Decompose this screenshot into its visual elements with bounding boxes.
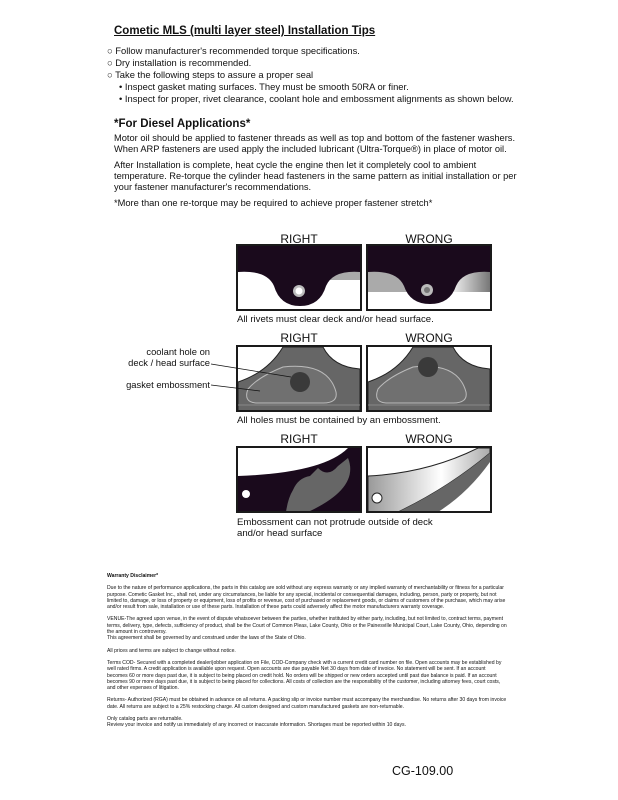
caption-embossment-line2: and/or head surface — [237, 528, 323, 539]
diesel-paragraph-3: *More than one re-torque may be required to achieve proper fastener stretch* — [114, 198, 433, 208]
rivet-right-diagram — [236, 244, 362, 311]
wrong-label: WRONG — [405, 331, 453, 345]
subtip-item: • Inspect gasket mating surfaces. They must be smooth 50RA or finer. — [119, 81, 409, 92]
caption-holes: All holes must be contained by an embossment. — [237, 415, 441, 426]
page-title: Cometic MLS (multi layer steel) Installation Tips — [114, 25, 376, 37]
warranty-section — [107, 573, 507, 735]
page-code: CG-109.00 — [392, 764, 454, 778]
tip-item: ○ Follow manufacturer's recommended torque specifications. — [107, 45, 360, 56]
tip-item: ○ Take the following steps to assure a proper seal — [107, 69, 314, 80]
subtip-text: Inspect gasket mating surfaces. They must be smooth 50RA or finer. — [124, 81, 409, 92]
diesel-body — [114, 133, 524, 214]
callout-coolant-line2: deck / head surface — [128, 357, 210, 368]
wrong-label: WRONG — [405, 432, 453, 446]
subtip-text: Inspect for proper, rivet clearance, coolant hole and embossment alignments as shown below. — [124, 93, 514, 104]
terms-paragraph: Terms COD- Secured with a completed dealer/jobber application on File, COD-Company check with a current credit card number on file. Open accounts may be established by well rated firms. A credit application is available upon request. Open accounts are due payable Net 30 days from date of invoice. No statement will be sent. If an account becomes 60 or more days past due, it is subject to being placed on credit hold. No orders will be shipped or new orders accepted until past due balance is paid. If an account becomes 90 or more days past due, it is subject to being placed for collections. All costs of collection are the responsibility of the customer, including attorney fees, court costs, and other expenses of litigation. — [107, 659, 502, 692]
right-label: RIGHT — [280, 232, 318, 246]
tip-item: ○ Dry installation is recommended. — [107, 57, 252, 68]
returns-paragraph: Returns- Authorized (RGA) must be obtained in advance on all returns. A packing slip or invoice number must accompany the merchandise. No returns after 30 days from invoice date. All returns are subject to a 25% restocking charge. All custom designed and custom manufactured gaskets are non-returnable. — [107, 697, 507, 710]
right-label: RIGHT — [280, 331, 318, 345]
tip-text: Dry installation is recommended. — [115, 57, 252, 68]
coolant-wrong-diagram — [366, 345, 492, 412]
subtip-item: • Inspect for proper, rivet clearance, coolant hole and embossment alignments as shown below. — [119, 93, 514, 104]
caption-rivets: All rivets must clear deck and/or head surface. — [237, 314, 434, 325]
embossment-wrong-diagram — [366, 446, 492, 513]
diesel-paragraph-1: Motor oil should be applied to fastener threads as well as top and bottom of the fastener washers. When ARP fasteners are used apply the included lubricant (Ultra-Torque®) in place of motor oil. — [114, 133, 516, 154]
embossment-right-diagram — [236, 446, 362, 513]
callout-leader-lines — [205, 355, 295, 405]
diesel-heading: *For Diesel Applications* — [114, 118, 251, 130]
catalog-parts-paragraph: Only catalog parts are returnable. Review your invoice and notify us immediately of any incorrect or inaccurate information. Shortages must be reported within 10 days. — [107, 716, 406, 729]
diesel-paragraph-2: After Installation is complete, heat cycle the engine then let it completely cool to ambient temperature. Re-torque the cylinder head fasteners in the same pattern as initial installation or per your fastener manufacturer's recommendations. — [114, 160, 517, 192]
callout-coolant-line1: coolant hole on — [146, 346, 210, 357]
wrong-label: WRONG — [405, 232, 453, 246]
caption-embossment-line1: Embossment can not protrude outside of deck — [237, 517, 433, 528]
callout-embossment: gasket embossment — [126, 379, 210, 390]
venue-paragraph: VENUE-The agreed upon venue, in the event of dispute whatsoever between the parties, whether instituted by either party, including, but not limited to, contract terms, payment terms, delivery, type, defects, sufficiency of product, shall be the Court of Common Pleas, Lake County, Ohio or the Painesville Municipal Court, Lake County, Ohio, depending on the amount in controversy. This agreement shall be governed by and construed under the laws of the State of Ohio. — [107, 616, 507, 642]
tip-text: Follow manufacturer's recommended torque specifications. — [115, 45, 360, 56]
warranty-heading: Warranty Disclaimer* — [107, 573, 159, 579]
rivet-wrong-diagram — [366, 244, 492, 311]
prices-paragraph: All prices and terms are subject to change without notice. — [107, 647, 236, 654]
warranty-paragraph: Due to the nature of performance applications, the parts in this catalog are sold without any express warranty or any implied warranty of merchantability or fitness for a particular purpose. Cometic Gasket Inc., shall not, under any circumstances, be liable for any special, incidental or consequential damages, including, person, party or property, but not limited to, damage, or loss of property or equipment, loss of profits or revenue, cost of purchased or replacement goods, or claims of customers of the purchase, which may arise and/or result from sale, installation or use of these parts. Installation of these parts could adversely affect the motor manufacturers warranty coverage. — [107, 585, 506, 611]
tip-text: Take the following steps to assure a proper seal — [115, 69, 314, 80]
right-label: RIGHT — [280, 432, 318, 446]
